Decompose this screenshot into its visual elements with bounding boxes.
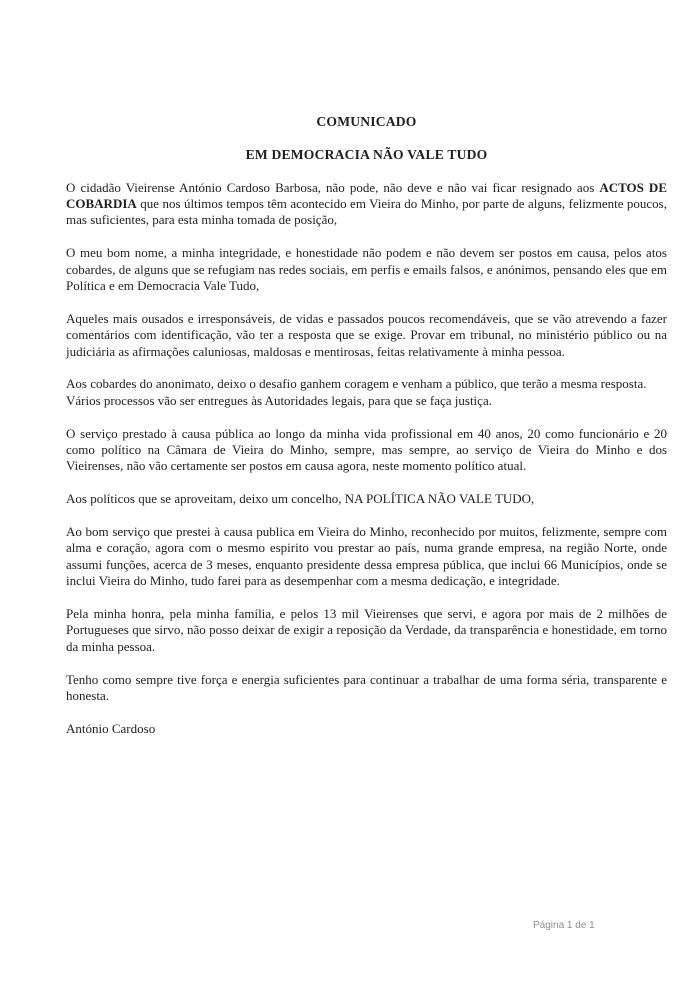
paragraph-1-bold-phrase: ACTOS DE COBARDIA: [66, 179, 667, 211]
page-number-footer: Página 1 de 1: [533, 920, 595, 931]
paragraph-4-line-1: Aos cobardes do anonimato, deixo o desafio ganhem coragem e venham a público, que terão a mesma resposta.: [66, 376, 647, 392]
signature: António Cardoso: [66, 720, 156, 736]
paragraph-3: Aqueles mais ousados e irresponsáveis, de vidas e passados poucos recomendáveis, que se vão atrevendo a fazer comentários com identificação, vão ter a resposta que se exige. Provar em tribunal, no ministério público ou na judiciária as afirmações caluniosas, maldosas e mentirosas, feitas relativamente à minha pessoa.: [66, 310, 667, 359]
paragraph-5: O serviço prestado à causa pública ao longo da minha vida profissional em 40 anos, 20 como funcionário e 20 como político na Câmara de Vieira do Minho, sempre, mas sempre, ao serviço de Vieira do Minho e dos Vieirenses, não vão certamente ser postos em causa agora, neste momento político atual.: [66, 425, 667, 474]
paragraph-6: Aos políticos que se aproveitam, deixo um concelho, NA POLÍTICA NÃO VALE TUDO,: [66, 491, 535, 507]
paragraph-7: Ao bom serviço que prestei à causa publica em Vieira do Minho, reconhecido por muitos, felizmente, sempre com alma e coração, agora com o mesmo espirito vou prestar ao país, numa grande empresa, na região Norte, onde assumi funções, acerca de 3 meses, enquanto presidente dessa empresa pública, que inclui 66 Municípios, onde se inclui Vieira do Minho, tudo farei para as desempenhar com a mesma dedicação, e integridade.: [66, 524, 667, 589]
document-title: COMUNICADO: [316, 114, 417, 129]
paragraph-2: O meu bom nome, a minha integridade, e honestidade não podem e não devem ser postos em causa, pelos atos cobardes, de alguns que se refugiam nas redes sociais, em perfis e emails falsos, e anónimos, pensando eles que em Política e em Democracia Vale Tudo,: [66, 245, 667, 294]
paragraph-8: Pela minha honra, pela minha família, e pelos 13 mil Vieirenses que servi, e agora por mais de 2 milhões de Portugueses que sirvo, não posso deixar de exigir a reposição da Verdade, da transparência e honestidade, em torno da minha pessoa.: [66, 606, 667, 654]
paragraph-1-text-before: O cidadão Vieirense António Cardoso Barbosa, não pode, não deve e não vai ficar resignado aos: [66, 179, 600, 195]
document-subtitle: EM DEMOCRACIA NÃO VALE TUDO: [245, 146, 488, 162]
paragraph-9: Tenho como sempre tive força e energia suficientes para continuar a trabalhar de uma forma séria, transparente e honesta.: [66, 671, 667, 704]
paragraph-4: [66, 376, 667, 409]
paragraph-4-line-2: Vários processos vão ser entregues às Autoridades legais, para que se faça justiça.: [66, 392, 492, 408]
paragraph-1-text-after: que nos últimos tempos têm acontecido em Vieira do Minho, por parte de alguns, felizmente poucos, mas suficientes, para esta minha tomada de posição,: [66, 196, 667, 228]
paragraph-1: [66, 180, 667, 229]
